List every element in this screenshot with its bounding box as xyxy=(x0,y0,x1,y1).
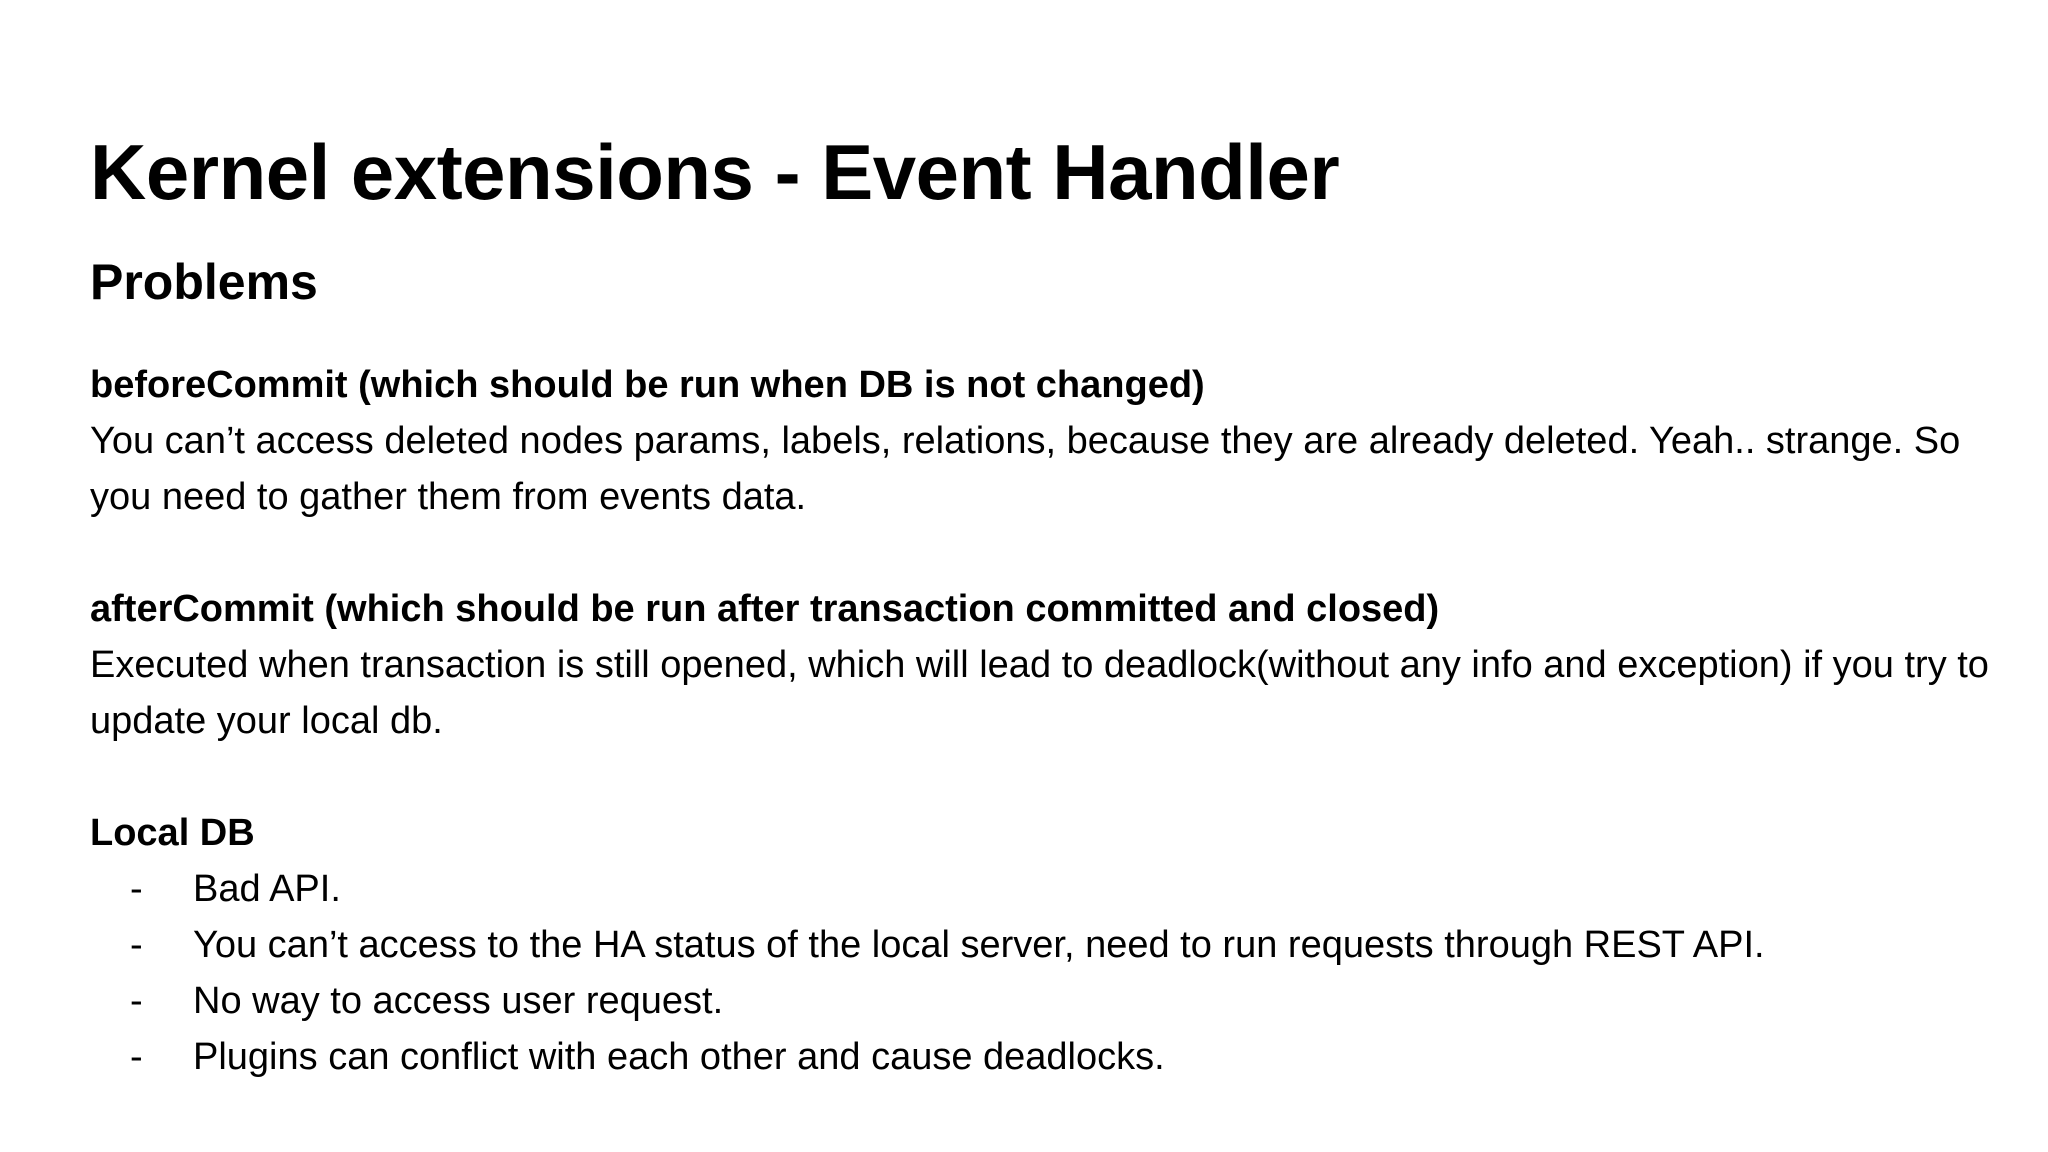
list-item-text: You can’t access to the HA status of the local server, need to run requests through REST API. xyxy=(193,924,1765,966)
list-item xyxy=(90,861,1990,917)
list-item-text: Bad API. xyxy=(193,868,341,910)
list-item xyxy=(90,1029,1990,1085)
section-heading: beforeCommit (which should be run when DB is not changed) xyxy=(90,364,1205,406)
section-after-commit xyxy=(90,581,1990,749)
bullet-marker: - xyxy=(130,1036,143,1078)
list-item-text: Plugins can conflict with each other and cause deadlocks. xyxy=(193,1036,1165,1078)
slide-subtitle: Problems xyxy=(90,254,318,310)
slide-title: Kernel extensions - Event Handler xyxy=(90,128,1340,216)
section-text: You can’t access deleted nodes params, labels, relations, because they are already deleted. Yeah.. strange. So you need to gather them from events data. xyxy=(90,420,1961,518)
bullet-marker: - xyxy=(130,980,143,1022)
list-item xyxy=(90,917,1990,973)
slide-body xyxy=(90,357,1990,1085)
bullet-marker: - xyxy=(130,868,143,910)
section-before-commit xyxy=(90,357,1990,525)
section-text: Executed when transaction is still opened, which will lead to deadlock(without any info and exception) if you try to update your local db. xyxy=(90,644,1989,742)
list-item-text: No way to access user request. xyxy=(193,980,724,1022)
list-item xyxy=(90,973,1990,1029)
section-local-db xyxy=(90,805,1990,1085)
section-heading: afterCommit (which should be run after transaction committed and closed) xyxy=(90,588,1440,630)
bullet-list xyxy=(90,861,1990,1085)
bullet-marker: - xyxy=(130,924,143,966)
section-heading: Local DB xyxy=(90,812,255,854)
